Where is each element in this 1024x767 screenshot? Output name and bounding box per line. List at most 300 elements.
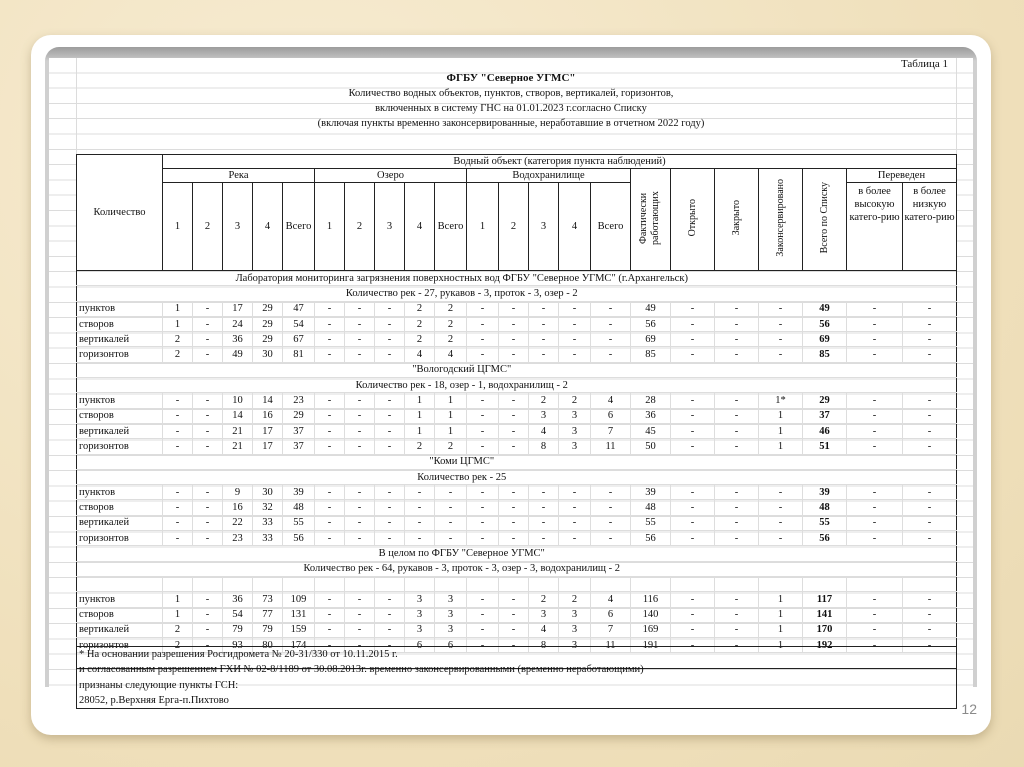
reservoir-cell: - — [467, 423, 499, 438]
reservoir-cell: 2 — [529, 393, 559, 408]
table-row — [77, 393, 957, 408]
opened-cell: - — [671, 301, 715, 316]
reservoir-cell: 7 — [591, 423, 631, 438]
opened-cell: - — [671, 423, 715, 438]
opened-cell: - — [671, 515, 715, 530]
table-row — [77, 439, 957, 454]
footnote-line-3: признаны следующие пункты ГСН: — [79, 679, 239, 691]
opened-cell: - — [671, 592, 715, 607]
row-label: вертикалей — [77, 515, 163, 530]
reservoir-cell: 3 — [529, 408, 559, 423]
river-cell: 16 — [223, 500, 253, 515]
opened-cell: - — [671, 607, 715, 622]
lake-cell: - — [315, 393, 345, 408]
mothballed-cell: - — [759, 515, 803, 530]
reservoir-cell: - — [559, 531, 591, 546]
reservoir-cell: - — [591, 515, 631, 530]
river-cell: 17 — [253, 439, 283, 454]
river-cell: 16 — [253, 408, 283, 423]
row-label: вертикалей — [77, 423, 163, 438]
header-reservoir-cat-4: 4 — [559, 183, 591, 271]
higher-cell: - — [847, 638, 903, 653]
reservoir-cell: 3 — [559, 607, 591, 622]
table-row — [77, 500, 957, 515]
reservoir-cell: - — [591, 500, 631, 515]
opened-cell: - — [671, 393, 715, 408]
higher-cell: - — [847, 500, 903, 515]
lake-cell: - — [315, 316, 345, 331]
reservoir-cell: 6 — [591, 607, 631, 622]
row-label: створов — [77, 316, 163, 331]
river-cell: 33 — [253, 515, 283, 530]
lower-cell: - — [903, 515, 957, 530]
table-row — [77, 515, 957, 530]
stations-table — [76, 154, 957, 669]
lower-cell: - — [903, 500, 957, 515]
reservoir-cell: - — [559, 332, 591, 347]
lake-cell: - — [375, 408, 405, 423]
empty-cell — [631, 576, 671, 591]
section-subtitle: Количество рек - 18, озер - 1, водохранилищ - 2 — [77, 378, 847, 393]
lake-cell: - — [315, 607, 345, 622]
reservoir-cell: - — [591, 332, 631, 347]
header-reservoir: Водохранилище — [467, 169, 631, 183]
table-label: Таблица 1 — [900, 58, 948, 70]
lake-cell: 2 — [435, 332, 467, 347]
lake-cell: - — [405, 500, 435, 515]
reservoir-cell: 7 — [591, 622, 631, 637]
lake-cell: - — [315, 531, 345, 546]
river-cell: - — [193, 301, 223, 316]
river-cell: - — [193, 622, 223, 637]
working-cell: 116 — [631, 592, 671, 607]
river-cell: 22 — [223, 515, 253, 530]
header-reservoir-cat-1: 1 — [467, 183, 499, 271]
river-cell: 159 — [283, 622, 315, 637]
lake-cell: - — [315, 485, 345, 500]
lake-cell: - — [375, 347, 405, 362]
lake-cell: - — [315, 301, 345, 316]
working-cell: 69 — [631, 332, 671, 347]
table-row — [77, 423, 957, 438]
lake-cell: 1 — [405, 408, 435, 423]
working-cell: 36 — [631, 408, 671, 423]
mothballed-cell: - — [759, 332, 803, 347]
river-cell: 1 — [163, 316, 193, 331]
header-lake-cat-4: 4 — [405, 183, 435, 271]
mothballed-cell: 1 — [759, 592, 803, 607]
empty-cell — [671, 576, 715, 591]
lake-cell: - — [375, 515, 405, 530]
closed-cell: - — [715, 500, 759, 515]
lake-cell: 2 — [435, 301, 467, 316]
empty-cell — [435, 576, 467, 591]
lake-cell: - — [345, 622, 375, 637]
river-cell: 14 — [253, 393, 283, 408]
empty-cell — [803, 576, 847, 591]
section-title-row — [77, 454, 957, 469]
header-water-object: Водный объект (категория пункта наблюдений) — [163, 155, 957, 169]
lower-cell: - — [903, 423, 957, 438]
lake-cell: - — [345, 347, 375, 362]
reservoir-cell: 4 — [591, 592, 631, 607]
river-cell: 47 — [283, 301, 315, 316]
reservoir-cell: - — [499, 638, 529, 653]
reservoir-cell: 3 — [559, 622, 591, 637]
lake-cell: - — [345, 592, 375, 607]
row-label: горизонтов — [77, 638, 163, 653]
mothballed-cell: 1 — [759, 423, 803, 438]
lake-cell: - — [345, 607, 375, 622]
section-title: В целом по ФГБУ "Северное УГМС" — [77, 546, 847, 561]
lake-cell: 3 — [435, 607, 467, 622]
lake-cell: 4 — [405, 347, 435, 362]
section-title-spacer — [847, 546, 957, 561]
reservoir-cell: - — [559, 316, 591, 331]
higher-cell: - — [847, 607, 903, 622]
lake-cell: 2 — [405, 439, 435, 454]
river-cell: - — [163, 439, 193, 454]
header-lake-cat-1: 1 — [315, 183, 345, 271]
reservoir-cell: - — [499, 316, 529, 331]
river-cell: 1 — [163, 592, 193, 607]
river-cell: - — [193, 485, 223, 500]
lake-cell: - — [375, 622, 405, 637]
opened-cell: - — [671, 531, 715, 546]
reservoir-cell: - — [529, 515, 559, 530]
section-subtitle-spacer — [847, 378, 957, 393]
closed-cell: - — [715, 592, 759, 607]
total-cell: 55 — [803, 515, 847, 530]
river-cell: 32 — [253, 500, 283, 515]
table-row — [77, 622, 957, 637]
reservoir-cell: - — [499, 347, 529, 362]
header-reservoir-total: Всего — [591, 183, 631, 271]
river-cell: - — [163, 408, 193, 423]
table-row — [77, 485, 957, 500]
river-cell: 48 — [283, 500, 315, 515]
river-cell: - — [193, 393, 223, 408]
river-cell: 2 — [163, 638, 193, 653]
empty-cell — [715, 576, 759, 591]
lake-cell: - — [345, 515, 375, 530]
document-subtitle-line-1: Количество водных объектов, пунктов, створов, вертикалей, горизонтов, — [348, 88, 674, 99]
reservoir-cell: 2 — [529, 592, 559, 607]
reservoir-cell: 4 — [591, 393, 631, 408]
reservoir-cell: - — [499, 515, 529, 530]
empty-cell — [559, 576, 591, 591]
river-cell: 174 — [283, 638, 315, 653]
reservoir-cell: 8 — [529, 638, 559, 653]
river-cell: 29 — [253, 301, 283, 316]
lake-cell: - — [405, 485, 435, 500]
lake-cell: - — [315, 408, 345, 423]
working-cell: 85 — [631, 347, 671, 362]
lake-cell: 3 — [435, 592, 467, 607]
opened-cell: - — [671, 408, 715, 423]
total-cell: 37 — [803, 408, 847, 423]
river-cell: 23 — [283, 393, 315, 408]
higher-cell: - — [847, 332, 903, 347]
lake-cell: - — [315, 515, 345, 530]
lake-cell: 3 — [405, 622, 435, 637]
river-cell: 49 — [223, 347, 253, 362]
reservoir-cell: - — [499, 607, 529, 622]
header-to-lower: в более низкую катего-рию — [903, 183, 957, 271]
row-label: створов — [77, 607, 163, 622]
reservoir-cell: - — [529, 500, 559, 515]
river-cell: 24 — [223, 316, 253, 331]
reservoir-cell: 3 — [559, 423, 591, 438]
reservoir-cell: - — [529, 347, 559, 362]
reservoir-cell: - — [467, 592, 499, 607]
reservoir-cell: - — [467, 393, 499, 408]
total-cell: 85 — [803, 347, 847, 362]
river-cell: - — [163, 515, 193, 530]
reservoir-cell: - — [529, 332, 559, 347]
working-cell: 56 — [631, 531, 671, 546]
working-cell: 169 — [631, 622, 671, 637]
footnote-line-4: 28052, р.Верхняя Ерга-п.Пихтово — [79, 694, 229, 706]
closed-cell: - — [715, 423, 759, 438]
river-cell: 81 — [283, 347, 315, 362]
lake-cell: 2 — [405, 332, 435, 347]
document-subtitle-line-2: включенных в систему ГНС на 01.01.2023 г.согласно Списку — [375, 103, 647, 114]
lake-cell: - — [435, 500, 467, 515]
table-row — [77, 607, 957, 622]
empty-cell — [591, 576, 631, 591]
river-cell: 9 — [223, 485, 253, 500]
footnote-line-1: * На основании разрешения Росгидромета № 20-31/330 от 10.11.2015 г. — [79, 649, 398, 660]
reservoir-cell: 4 — [529, 622, 559, 637]
opened-cell: - — [671, 332, 715, 347]
total-cell: 46 — [803, 423, 847, 438]
river-cell: - — [163, 423, 193, 438]
header-opened: Открыто — [671, 169, 715, 271]
table-row — [77, 592, 957, 607]
header-actually-working: Фактически работающих — [631, 169, 671, 271]
lake-cell: - — [405, 515, 435, 530]
lake-cell: - — [345, 316, 375, 331]
reservoir-cell: - — [559, 515, 591, 530]
lake-cell: - — [375, 423, 405, 438]
river-cell: - — [193, 347, 223, 362]
reservoir-cell: - — [499, 301, 529, 316]
lake-cell: 3 — [405, 607, 435, 622]
opened-cell: - — [671, 622, 715, 637]
working-cell: 28 — [631, 393, 671, 408]
lake-cell: 1 — [405, 393, 435, 408]
lake-cell: - — [315, 347, 345, 362]
river-cell: - — [193, 638, 223, 653]
higher-cell: - — [847, 408, 903, 423]
higher-cell: - — [847, 531, 903, 546]
reservoir-cell: 11 — [591, 638, 631, 653]
river-cell: 1 — [163, 301, 193, 316]
reservoir-cell: - — [559, 347, 591, 362]
mothballed-cell: 1 — [759, 622, 803, 637]
empty-cell — [253, 576, 283, 591]
total-cell: 117 — [803, 592, 847, 607]
working-cell: 49 — [631, 301, 671, 316]
reservoir-cell: 11 — [591, 439, 631, 454]
lake-cell: - — [435, 531, 467, 546]
higher-cell: - — [847, 622, 903, 637]
total-cell: 39 — [803, 485, 847, 500]
reservoir-cell: - — [467, 347, 499, 362]
total-cell: 56 — [803, 531, 847, 546]
lake-cell: - — [375, 485, 405, 500]
reservoir-cell: - — [467, 301, 499, 316]
lake-cell: - — [375, 393, 405, 408]
river-cell: 93 — [223, 638, 253, 653]
empty-cell — [345, 576, 375, 591]
river-cell: 39 — [283, 485, 315, 500]
section-title-spacer — [847, 362, 957, 377]
river-cell: - — [193, 500, 223, 515]
empty-cell — [903, 576, 957, 591]
closed-cell: - — [715, 439, 759, 454]
lake-cell: - — [345, 301, 375, 316]
working-cell: 45 — [631, 423, 671, 438]
river-cell: 36 — [223, 592, 253, 607]
reservoir-cell: - — [499, 393, 529, 408]
opened-cell: - — [671, 638, 715, 653]
river-cell: 29 — [253, 316, 283, 331]
header-quantity: Количество — [77, 155, 163, 271]
total-cell: 170 — [803, 622, 847, 637]
river-cell: 2 — [163, 332, 193, 347]
river-cell: 29 — [283, 408, 315, 423]
working-cell: 39 — [631, 485, 671, 500]
closed-cell: - — [715, 515, 759, 530]
reservoir-cell: - — [467, 607, 499, 622]
lake-cell: - — [315, 638, 345, 653]
empty-cell — [315, 576, 345, 591]
lake-cell: - — [345, 423, 375, 438]
header-river-cat-2: 2 — [193, 183, 223, 271]
reservoir-cell: - — [559, 301, 591, 316]
header-lake-cat-3: 3 — [375, 183, 405, 271]
lower-cell: - — [903, 393, 957, 408]
section-title-row — [77, 271, 957, 286]
reservoir-cell: - — [529, 485, 559, 500]
higher-cell: - — [847, 316, 903, 331]
river-cell: - — [193, 439, 223, 454]
lake-cell: - — [345, 638, 375, 653]
lake-cell: 2 — [405, 316, 435, 331]
closed-cell: - — [715, 531, 759, 546]
lake-cell: 2 — [435, 439, 467, 454]
footnote — [76, 646, 957, 709]
spacer-row — [77, 576, 957, 591]
mothballed-cell: 1 — [759, 638, 803, 653]
reservoir-cell: - — [529, 316, 559, 331]
lake-cell: - — [375, 531, 405, 546]
closed-cell: - — [715, 316, 759, 331]
reservoir-cell: - — [467, 485, 499, 500]
closed-cell: - — [715, 485, 759, 500]
reservoir-cell: - — [499, 485, 529, 500]
closed-cell: - — [715, 622, 759, 637]
lake-cell: 1 — [435, 393, 467, 408]
lower-cell: - — [903, 301, 957, 316]
reservoir-cell: - — [499, 622, 529, 637]
river-cell: 37 — [283, 439, 315, 454]
higher-cell: - — [847, 393, 903, 408]
river-cell: 10 — [223, 393, 253, 408]
reservoir-cell: 2 — [559, 393, 591, 408]
lake-cell: 6 — [405, 638, 435, 653]
mothballed-cell: - — [759, 485, 803, 500]
reservoir-cell: - — [499, 592, 529, 607]
slide-content-area — [45, 47, 977, 706]
mothballed-cell: - — [759, 500, 803, 515]
lower-cell: - — [903, 439, 957, 454]
table-row — [77, 408, 957, 423]
table-row — [77, 332, 957, 347]
header-lake: Озеро — [315, 169, 467, 183]
lower-cell: - — [903, 347, 957, 362]
total-cell: 29 — [803, 393, 847, 408]
lake-cell: - — [345, 408, 375, 423]
row-label: пунктов — [77, 393, 163, 408]
reservoir-cell: - — [499, 531, 529, 546]
lake-cell: - — [375, 638, 405, 653]
lake-cell: 6 — [435, 638, 467, 653]
working-cell: 50 — [631, 439, 671, 454]
header-closed: Закрыто — [715, 169, 759, 271]
reservoir-cell: - — [591, 531, 631, 546]
lake-cell: - — [435, 515, 467, 530]
reservoir-cell: 3 — [559, 638, 591, 653]
lake-cell: - — [315, 332, 345, 347]
reservoir-cell: 2 — [559, 592, 591, 607]
lower-cell: - — [903, 485, 957, 500]
river-cell: 17 — [253, 423, 283, 438]
reservoir-cell: - — [529, 301, 559, 316]
reservoir-cell: - — [529, 531, 559, 546]
mothballed-cell: - — [759, 347, 803, 362]
river-cell: 73 — [253, 592, 283, 607]
empty-cell — [283, 576, 315, 591]
river-cell: 80 — [253, 638, 283, 653]
mothballed-cell: - — [759, 316, 803, 331]
table-row — [77, 316, 957, 331]
river-cell: - — [163, 531, 193, 546]
reservoir-cell: - — [559, 500, 591, 515]
river-cell: 109 — [283, 592, 315, 607]
higher-cell: - — [847, 485, 903, 500]
header-lake-total: Всего — [435, 183, 467, 271]
lake-cell: - — [375, 439, 405, 454]
closed-cell: - — [715, 393, 759, 408]
reservoir-cell: - — [499, 439, 529, 454]
closed-cell: - — [715, 638, 759, 653]
row-label: горизонтов — [77, 439, 163, 454]
header-reservoir-cat-2: 2 — [499, 183, 529, 271]
row-label: вертикалей — [77, 332, 163, 347]
river-cell: - — [193, 423, 223, 438]
river-cell: - — [193, 607, 223, 622]
table-row — [77, 347, 957, 362]
reservoir-cell: - — [499, 332, 529, 347]
reservoir-cell: 3 — [559, 439, 591, 454]
river-cell: 14 — [223, 408, 253, 423]
section-subtitle-row — [77, 378, 957, 393]
river-cell: 54 — [223, 607, 253, 622]
working-cell: 55 — [631, 515, 671, 530]
